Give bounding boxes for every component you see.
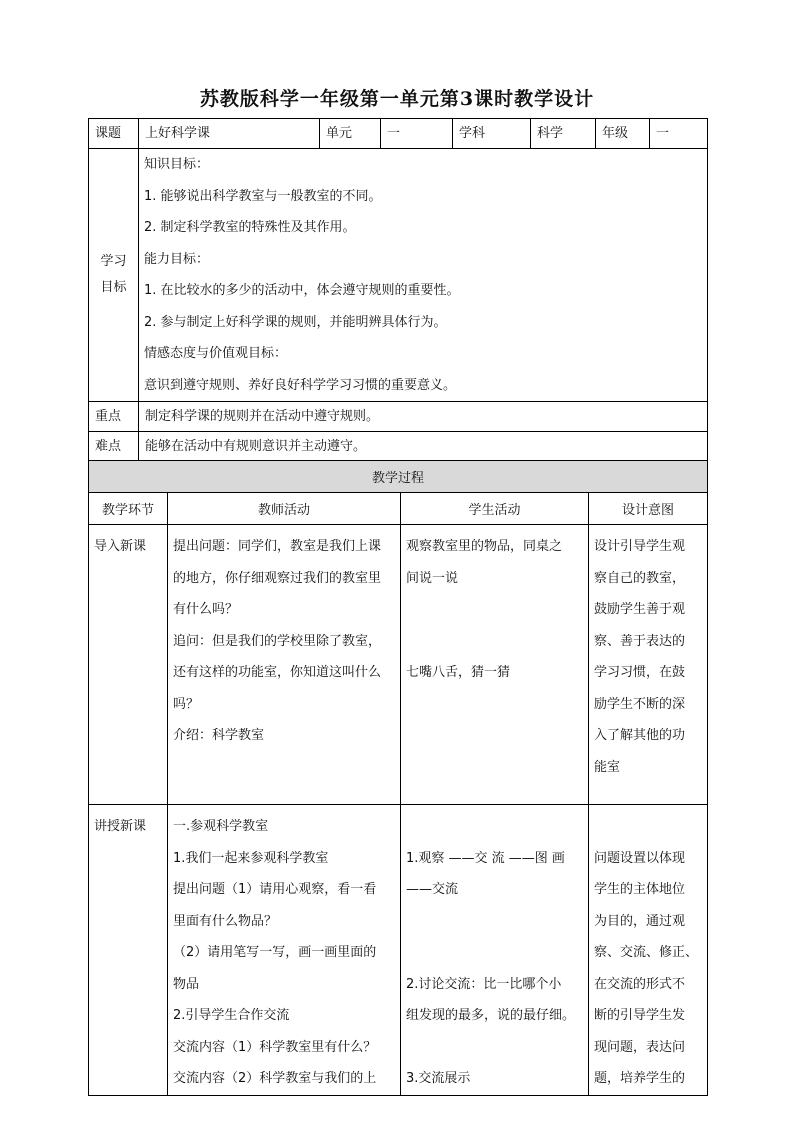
objectives-lines [144, 149, 702, 401]
cell-line: 为目的，通过观 [594, 913, 686, 929]
cell-line [406, 906, 583, 938]
cell-line: 观察教室里的物品，同桌之 [406, 539, 563, 554]
subject-value: 科学 [531, 119, 596, 149]
cell-line: 物品 [173, 976, 200, 992]
cell-line: 3.交流展示 [406, 1071, 471, 1086]
header-student: 学生活动 [401, 493, 589, 525]
objectives-label: 学习 目标 [89, 149, 139, 402]
key-point-label: 重点 [89, 402, 139, 432]
cell-line [406, 626, 583, 658]
cell-line: 2.引导学生合作交流 [173, 1008, 290, 1023]
cell-line: 提出问题（1）请用心观察，看一看 [173, 882, 377, 897]
stage-cell: 讲授新课 [89, 805, 168, 1096]
teacher-cell [168, 525, 401, 805]
cell-line: 七嘴八舌，猜一猜 [406, 665, 511, 680]
unit-value: 一 [381, 119, 453, 149]
cell-line [406, 811, 583, 843]
cell-line: 交流内容（2）科学教室与我们的上 [173, 1071, 377, 1086]
cell-line: 还有这样的功能室，你知道这叫什么 [173, 665, 382, 680]
cell-line: 2.讨论交流：比一比哪个小 [406, 976, 562, 992]
cell-line: 鼓励学生善于观 [594, 602, 686, 617]
objective-line: 意识到遵守规则、养好良好科学学习习惯的重要意义。 [144, 377, 457, 393]
key-point-value: 制定科学课的规则并在活动中遵守规则。 [139, 402, 708, 432]
cell-line [406, 752, 583, 784]
intent-cell [589, 525, 708, 805]
student-cell [401, 805, 589, 1096]
stage-cell: 导入新课 [89, 525, 168, 805]
cell-line [406, 720, 583, 752]
student-cell [401, 525, 589, 805]
objective-line: 情感态度与价值观目标： [144, 346, 288, 361]
intent-cell [589, 805, 708, 1096]
cell-line: 组发现的最多，说的最仔细。 [406, 1008, 576, 1023]
cell-line: 学习习惯，在鼓 [594, 665, 686, 680]
topic-label: 课题 [89, 119, 139, 149]
cell-line: 的地方，你仔细观察过我们的教室里 [173, 570, 382, 586]
cell-line [406, 1032, 583, 1064]
cell-line: 提出问题：同学们，教室是我们上课 [173, 539, 382, 554]
cell-line: 追问：但是我们的学校里除了教室， [173, 633, 382, 649]
grade-value: 一 [650, 119, 708, 149]
header-intent: 设计意图 [589, 493, 708, 525]
cell-line: 察自己的教室， [594, 570, 686, 586]
cell-line: 入了解其他的功 [594, 728, 686, 743]
cell-line [173, 752, 395, 784]
cell-line: 里面有什么物品？ [173, 913, 278, 929]
cell-line: 有什么吗？ [173, 602, 239, 617]
cell-line: 察、交流、修正、 [594, 945, 699, 960]
cell-line: 间说一说 [406, 570, 459, 586]
cell-line: 设计引导学生观 [594, 539, 686, 554]
cell-line: 介绍：科学教室 [173, 728, 265, 743]
lesson-info-table [88, 118, 708, 463]
cell-line: 1.我们一起来参观科学教室 [173, 850, 329, 866]
table-row [89, 525, 708, 805]
cell-line: 察、善于表达的 [594, 633, 686, 649]
cell-line: 题，培养学生的 [594, 1071, 686, 1086]
objective-line: 1. 能够说出科学教室与一般教室的不同。 [144, 188, 382, 204]
header-stage: 教学环节 [89, 493, 168, 525]
header-teacher: 教师活动 [168, 493, 401, 525]
objective-line: 1. 在比较水的多少的活动中，体会遵守规则的重要性。 [144, 283, 460, 298]
objectives-content [139, 149, 708, 402]
cell-line: 能室 [594, 759, 621, 775]
difficulty-label: 难点 [89, 432, 139, 463]
process-title: 教学过程 [89, 461, 708, 493]
teaching-process-table [88, 460, 708, 1096]
cell-line: 在交流的形式不 [594, 976, 686, 992]
cell-line: 1.观察 ——交 流 ——图 画 [406, 850, 565, 866]
cell-line: 吗？ [173, 696, 200, 712]
cell-line: 一.参观科学教室 [173, 819, 269, 834]
objective-line: 2. 制定科学教室的特殊性及其作用。 [144, 220, 356, 235]
cell-line: 现问题，表达问 [594, 1039, 686, 1055]
grade-label: 年级 [596, 119, 650, 149]
cell-line: ——交流 [406, 882, 459, 897]
cell-line: 交流内容（1）科学教室里有什么？ [173, 1039, 377, 1055]
table-row [89, 805, 708, 1096]
difficulty-value: 能够在活动中有规则意识并主动遵守。 [139, 432, 708, 463]
cell-line [594, 811, 702, 843]
cell-line: 断的引导学生发 [594, 1008, 686, 1023]
objective-line: 知识目标： [144, 157, 210, 172]
cell-line: 学生的主体地位 [594, 882, 686, 897]
cell-line: 问题设置以体现 [594, 850, 686, 866]
teacher-cell [168, 805, 401, 1096]
cell-line [406, 594, 583, 626]
document-title: 苏教版科学一年级第一单元第3课时教学设计 [199, 88, 595, 110]
cell-line [406, 937, 583, 969]
cell-line: 励学生不断的深 [594, 696, 686, 712]
subject-label: 学科 [453, 119, 531, 149]
topic-value: 上好科学课 [139, 119, 320, 149]
unit-label: 单元 [320, 119, 381, 149]
objective-line: 2. 参与制定上好科学课的规则，并能明辨具体行为。 [144, 314, 447, 330]
cell-line [406, 689, 583, 721]
objective-line: 能力目标： [144, 251, 210, 267]
cell-line: （2）请用笔写一写，画一画里面的 [173, 945, 377, 960]
